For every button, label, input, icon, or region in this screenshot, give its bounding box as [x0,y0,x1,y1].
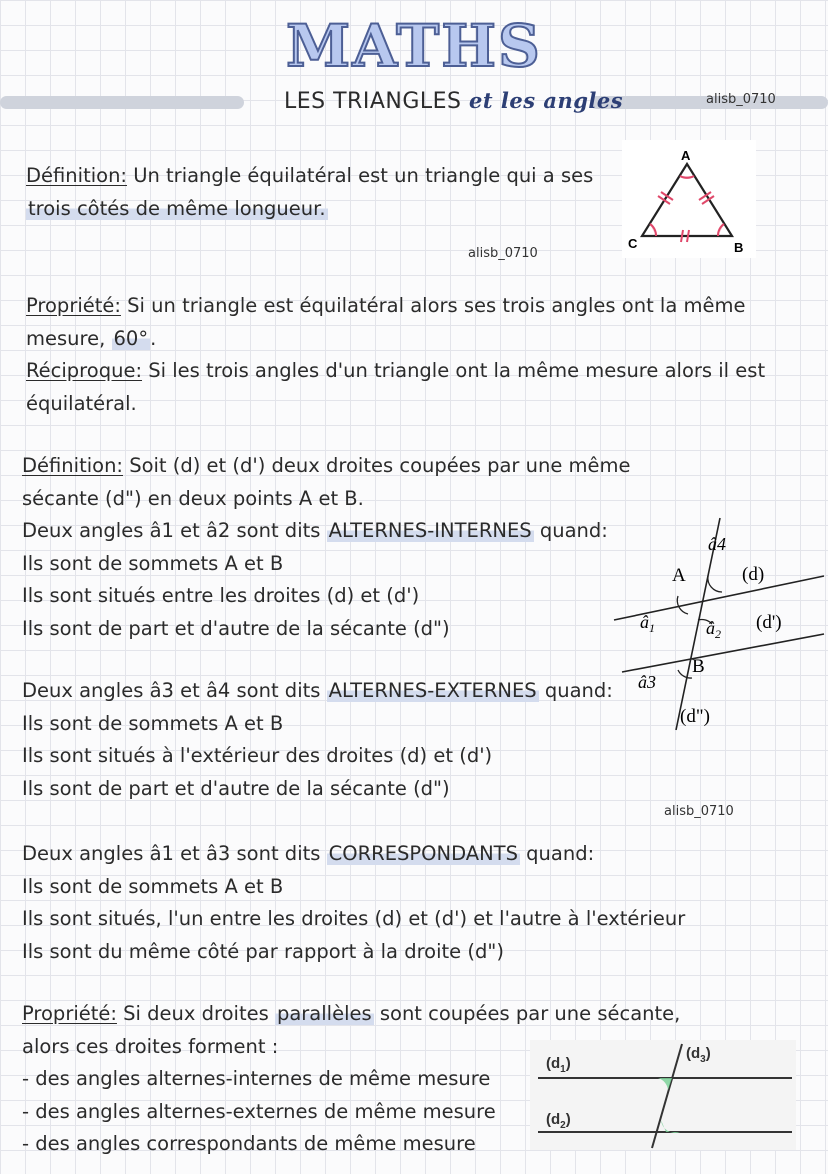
definition-text: Soit (d) et (d') deux droites coupées par une même [123,454,631,477]
equilateral-triangle-figure [622,140,756,258]
condition-item: Ils sont de part et d'autre de la sécante (d") [22,776,450,800]
condition-item: Ils sont de sommets A et B [22,711,284,735]
definition-label: Définition: [26,164,127,187]
alternate-internal-heading: Deux angles â1 et â2 sont dits ALTERNES-INTERNES quand: [22,519,608,542]
bullet-item: - des angles correspondants de même mesure [22,1132,476,1155]
definition-text-highlight: trois côtés de même longueur. [28,196,326,220]
condition-item: Ils sont de part et d'autre de la sécante (d") [22,616,450,640]
vertex-label-c: C [628,236,638,251]
watermark-header: alisb_0710 [706,92,776,107]
property-label: Propriété: [26,294,121,317]
vertex-label-a: A [681,148,691,163]
point-label-a: A [672,565,686,586]
term-highlight: ALTERNES-INTERNES [328,519,532,542]
divider-left [0,96,244,109]
reciprocal-text: Si les trois angles d'un triangle ont la même mesure alors il est [142,359,766,382]
line-label-dp: (d') [756,612,782,633]
property-line: Propriété: Si deux droites parallèles sont coupées par une sécante, [22,1002,681,1025]
property-text: mesure, [26,326,112,350]
subtitle-main: LES TRIANGLES [284,89,462,114]
property-line [26,323,765,356]
definition-alternate-external [22,675,613,805]
parallel-label-d2: $(d_2)$ [546,1111,571,1131]
angle-label-a1: $â_1$ [640,612,655,635]
definition-line [26,160,593,193]
angle-label-a2: $â_2$ [706,618,721,641]
alternate-angles-figure [600,510,828,740]
condition-item: Ils sont situés à l'extérieur des droites (d) et (d') [22,744,493,767]
condition-item: Ils sont de sommets A et B [22,874,284,898]
watermark-1: alisb_0710 [468,246,538,261]
line-label-dpp: (d") [680,706,710,727]
alternate-external-heading: Deux angles â3 et â4 sont dits ALTERNES-EXTERNES quand: [22,679,613,702]
condition-item: Ils sont situés entre les droites (d) et (d') [22,584,420,607]
angle-label-a4: â4 [708,534,726,554]
definition-angles [22,450,631,645]
property-value-highlight: 60° [113,326,149,350]
angle-label-a3: â3 [638,672,656,692]
term-highlight: parallèles [276,1002,372,1025]
subtitle-script: et les angles [469,88,624,113]
definition-label: Définition: [22,454,123,477]
watermark-2: alisb_0710 [664,804,734,819]
reciprocal-line [26,388,765,421]
parallel-lines-figure [530,1040,796,1150]
term-highlight: ALTERNES-EXTERNES [328,679,537,702]
property-line: alors ces droites forment : [22,1034,279,1058]
property-text: Si un triangle est équilatéral alors ses trois angles ont la même [120,294,746,317]
definition-line [22,450,631,483]
definition-corresponding [22,838,685,968]
page-title: MATHS [286,12,542,80]
definition-line: sécante (d") en deux points A et B. [22,486,364,510]
property-line [26,290,765,323]
parallel-label-d3: $(d_3)$ [686,1045,711,1065]
condition-item: Ils sont du même côté par rapport à la droite (d") [22,939,504,963]
term-highlight: CORRESPONDANTS [328,842,518,865]
condition-item: Ils sont de sommets A et B [22,551,284,575]
vertex-label-b: B [734,240,744,255]
property-label: Propriété: [22,1002,117,1025]
bullet-item: - des angles alternes-externes de même mesure [22,1099,496,1123]
reciprocal-text: équilatéral. [26,391,137,415]
reciprocal-line [26,355,765,388]
definition-equilateral [26,160,593,225]
reciprocal-label: Réciproque: [26,359,143,382]
property-equilateral [26,290,765,420]
page-subtitle [284,88,623,114]
line-label-d: (d) [742,564,765,585]
definition-line [26,193,593,226]
condition-item: Ils sont situés, l'un entre les droites (d) et (d') et l'autre à l'extérieur [22,907,686,930]
point-label-b: B [692,656,705,677]
definition-text: Un triangle équilatéral est un triangle qui a ses [127,164,594,187]
corresponding-heading: Deux angles â1 et â3 sont dits CORRESPONDANTS quand: [22,842,595,865]
property-text: . [150,326,157,350]
bullet-item: - des angles alternes-internes de même mesure [22,1067,491,1090]
parallel-label-d1: $(d_1)$ [546,1055,571,1075]
